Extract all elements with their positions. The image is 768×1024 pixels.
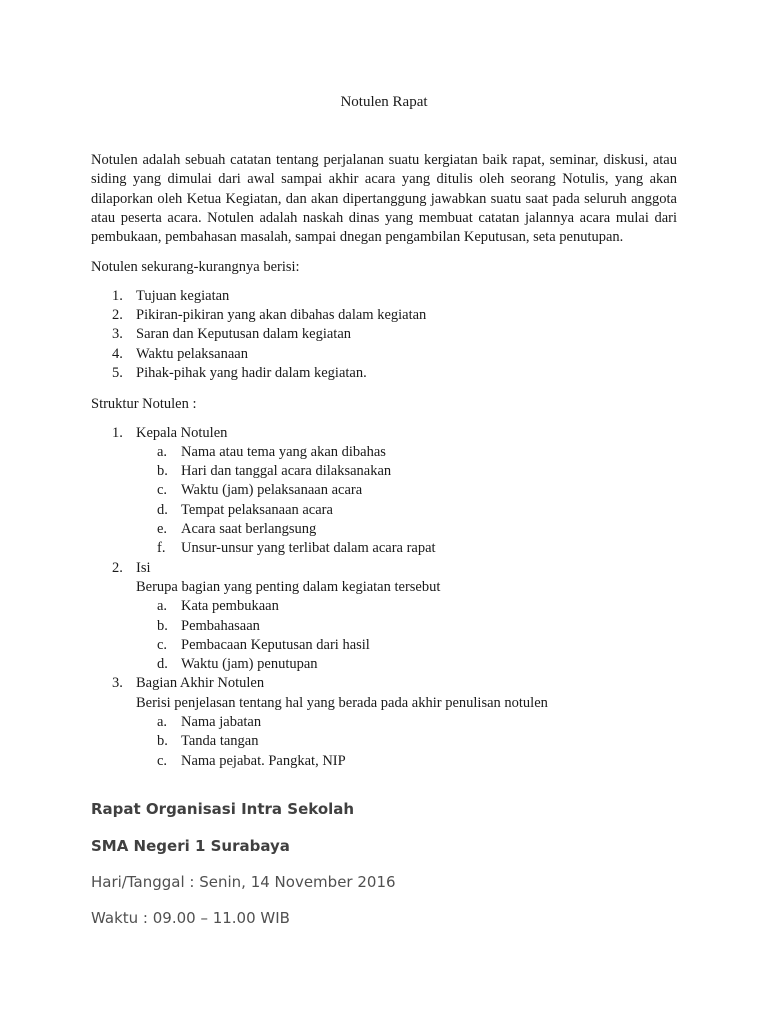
list-item-text: Waktu pelaksanaan (136, 345, 248, 362)
structure-list (91, 424, 677, 771)
list-item-text: Tempat pelaksanaan acara (181, 501, 333, 518)
structure-section-description: Berisi penjelasan tentang hal yang berada pada akhir penulisan notulen (136, 694, 548, 711)
structure-heading: Struktur Notulen : (91, 396, 197, 413)
list-item-letter: d. (157, 501, 168, 518)
structure-section-title: Kepala Notulen (136, 424, 228, 441)
list-item-text: Acara saat berlangsung (181, 521, 317, 538)
list-item-text: Kata pembukaan (181, 598, 279, 615)
list-item-text: Pembahasaan (181, 617, 260, 634)
list-item-letter: e. (157, 521, 168, 538)
structure-section-description: Berupa bagian yang penting dalam kegiatan tersebut (136, 578, 441, 595)
structure-sublist (136, 597, 677, 674)
structure-section (91, 424, 677, 559)
list-item-letter: a. (157, 598, 168, 615)
list-item (91, 655, 677, 674)
minimum-list (91, 287, 677, 383)
list-item-text: Nama pejabat. Pangkat, NIP (181, 752, 346, 769)
example-time-line: Waktu : 09.00 – 11.00 WIB (91, 909, 290, 927)
list-item-letter: f. (157, 540, 166, 557)
structure-section (91, 559, 677, 675)
structure-sublist (136, 443, 677, 559)
list-item-number: 3. (112, 326, 123, 343)
list-item (91, 345, 677, 364)
list-item-letter: b. (157, 733, 168, 750)
example-date-line: Hari/Tanggal : Senin, 14 November 2016 (91, 873, 396, 891)
structure-section-number: 3. (112, 675, 123, 692)
list-item-number: 5. (112, 364, 123, 381)
list-item (91, 462, 677, 481)
structure-section-title: Isi (136, 559, 151, 576)
example-school-heading: SMA Negeri 1 Surabaya (91, 837, 290, 855)
list-item-text: Tujuan kegiatan (136, 287, 230, 304)
structure-section-number: 2. (112, 559, 123, 576)
list-item-text: Tanda tangan (181, 733, 259, 750)
list-item-number: 1. (112, 287, 123, 304)
list-item-text: Pihak-pihak yang hadir dalam kegiatan. (136, 364, 367, 381)
list-item (91, 752, 677, 771)
list-item-text: Waktu (jam) pelaksanaan acara (181, 482, 363, 499)
list-item-letter: b. (157, 617, 168, 634)
list-item (91, 501, 677, 520)
structure-section-title: Bagian Akhir Notulen (136, 675, 265, 692)
structure-sublist (136, 713, 677, 771)
list-item-letter: c. (157, 636, 168, 653)
list-item-text: Nama atau tema yang akan dibahas (181, 443, 386, 460)
list-item-letter: c. (157, 482, 168, 499)
list-item-letter: d. (157, 656, 168, 673)
list-item (91, 713, 677, 732)
document-title: Notulen Rapat (340, 94, 428, 110)
minimum-heading: Notulen sekurang-kurangnya berisi: (91, 259, 300, 276)
list-item (91, 597, 677, 616)
list-item-text: Waktu (jam) penutupan (181, 656, 318, 673)
list-item-letter: a. (157, 443, 168, 460)
list-item-letter: b. (157, 463, 168, 480)
list-item (91, 539, 677, 558)
list-item-number: 4. (112, 345, 123, 362)
list-item-text: Saran dan Keputusan dalam kegiatan (136, 326, 352, 343)
list-item-text: Nama jabatan (181, 714, 262, 731)
list-item-text: Unsur-unsur yang terlibat dalam acara rapat (181, 540, 436, 557)
list-item (91, 520, 677, 539)
structure-section (91, 674, 677, 770)
list-item (91, 306, 677, 325)
intro-paragraph: Notulen adalah sebuah catatan tentang perjalanan suatu kergiatan baik rapat, seminar, diskusi, atau siding yang dimulai dari awal sampai akhir acara yang ditulis oleh seorang Notulis, yang akan dilaporkan oleh Ketua Kegiatan, dan akan dipertanggung jawabkan suatu saat pada seluruh anggota atau peserta acara. Notulen adalah naskah dinas yang membuat catatan jalannya acara mulai dari pembukaan, pembahasan masalah, sampai dnegan pengambilan Keputusan, seta penutupan. (91, 152, 677, 246)
list-item-text: Pikiran-pikiran yang akan dibahas dalam kegiatan (136, 307, 427, 324)
list-item (91, 443, 677, 462)
example-org-heading: Rapat Organisasi Intra Sekolah (91, 800, 355, 818)
list-item-number: 2. (112, 307, 123, 324)
list-item (91, 287, 677, 306)
list-item (91, 732, 677, 751)
list-item (91, 636, 677, 655)
list-item-letter: c. (157, 752, 168, 769)
list-item (91, 617, 677, 636)
list-item (91, 364, 677, 383)
list-item-text: Hari dan tanggal acara dilaksanakan (181, 463, 392, 480)
list-item (91, 481, 677, 500)
structure-section-number: 1. (112, 424, 123, 441)
document-body (91, 151, 677, 771)
list-item-letter: a. (157, 714, 168, 731)
list-item (91, 325, 677, 344)
list-item-text: Pembacaan Keputusan dari hasil (181, 636, 370, 653)
